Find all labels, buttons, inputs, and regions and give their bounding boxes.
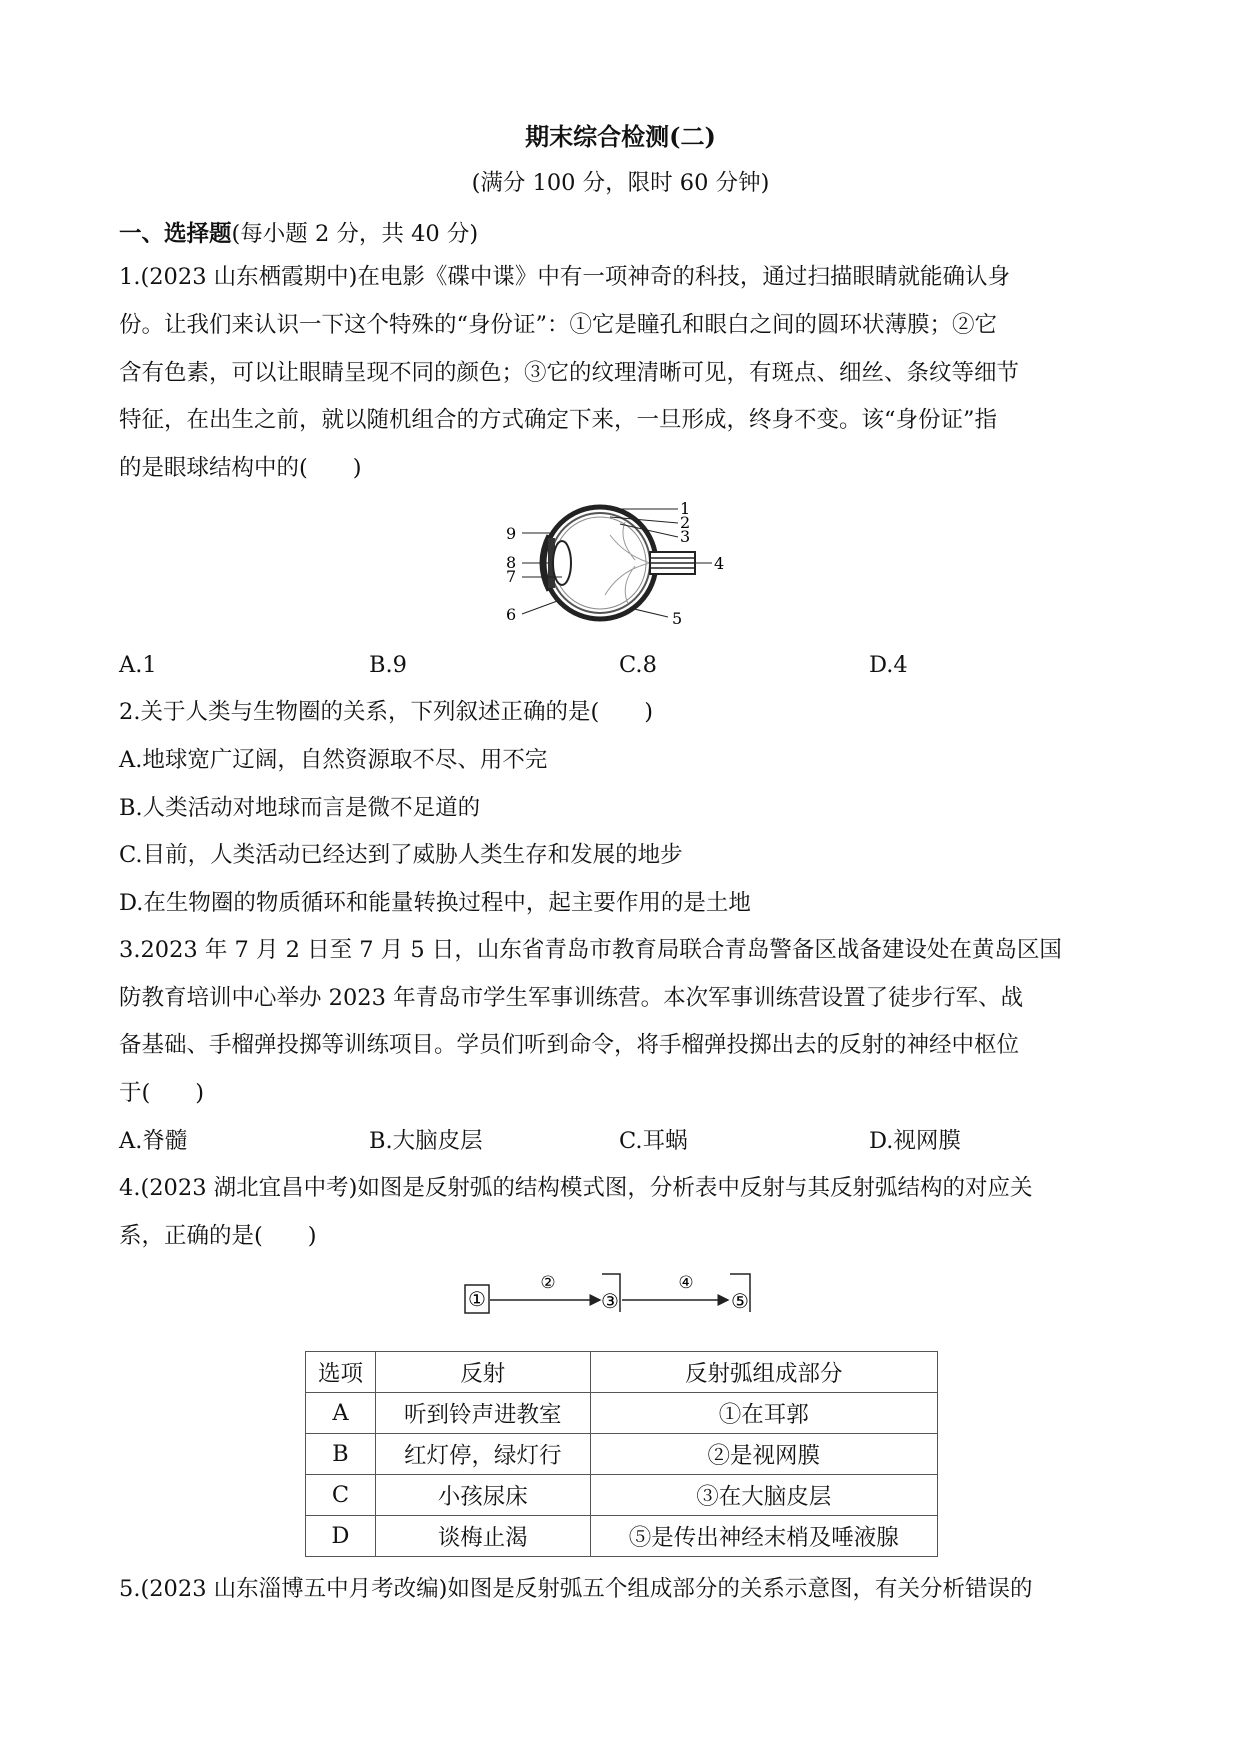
q1-option-b[interactable]: B.9 [369,652,408,678]
table-row [306,1516,938,1557]
q5-line-1: 5.(2023 山东淄博五中月考改编)如图是反射弧五个组成部分的关系示意图，有关分析错误的 [119,1576,1033,1602]
table-cell: 红灯停，绿灯行 [375,1434,590,1475]
table-cell: ①在耳郭 [590,1393,937,1434]
table-cell: B [306,1434,376,1475]
table-header-cell: 反射弧组成部分 [590,1352,937,1393]
q2-option-d[interactable]: D.在生物圈的物质循环和能量转换过程中，起主要作用的是土地 [119,890,751,916]
q2-option-a[interactable]: A.地球宽广辽阔，自然资源取不尽、用不完 [119,747,548,773]
reflex-arrow-4: ④ [678,1273,694,1293]
reflex-arrow-2: ② [540,1273,556,1293]
q3-line-4: 于( ) [119,1080,205,1106]
q1-option-d[interactable]: D.4 [869,652,908,678]
eye-label-9: 9 [506,524,517,543]
reflex-node-1: ① [468,1287,486,1311]
q1-line-5: 的是眼球结构中的( ) [119,455,362,481]
q2-option-c[interactable]: C.目前，人类活动已经达到了威胁人类生存和发展的地步 [119,842,683,868]
eye-label-2: 2 [680,513,691,532]
eye-label-8: 8 [506,553,517,572]
eye-label-6: 6 [506,605,517,624]
table-cell: 听到铃声进教室 [375,1393,590,1434]
eye-label-4: 4 [714,554,725,573]
eye-label-5: 5 [672,609,683,628]
q3-option-b[interactable]: B.大脑皮层 [369,1128,483,1154]
q2-stem: 2.关于人类与生物圈的关系，下列叙述正确的是( ) [119,699,654,725]
table-header-cell: 选项 [306,1352,376,1393]
q1-option-c[interactable]: C.8 [619,652,657,678]
eyeball-diagram [500,500,740,630]
q3-line-3: 备基础、手榴弹投掷等训练项目。学员们听到命令，将手榴弹投掷出去的反射的神经中枢位 [119,1032,1020,1058]
page-title: 期末综合检测(二) [525,122,716,151]
q3-line-1: 3.2023 年 7 月 2 日至 7 月 5 日，山东省青岛市教育局联合青岛警备区战备建设处在黄岛区国 [119,937,1062,963]
table-cell: ②是视网膜 [590,1434,937,1475]
reflex-node-5: ⑤ [731,1289,749,1313]
q1-line-1: 1.(2023 山东栖霞期中)在电影《碟中谍》中有一项神奇的科技，通过扫描眼睛就能确认身 [119,264,1010,290]
eye-blood-vessels [605,522,650,604]
q3-line-2: 防教育培训中心举办 2023 年青岛市学生军事训练营。本次军事训练营设置了徒步行军、战 [119,985,1024,1011]
reflex-node-3: ③ [601,1289,619,1313]
page-subtitle: (满分 100 分，限时 60 分钟) [471,170,770,196]
reflex-arc-diagram [460,1260,780,1320]
q1-line-4: 特征，在出生之前，就以随机组合的方式确定下来，一旦形成，终身不变。该“身份证”指 [119,407,998,433]
section-heading [119,219,478,249]
table-row [306,1434,938,1475]
section-note: (每小题 2 分，共 40 分) [231,221,479,247]
table-header-row [306,1352,938,1393]
q1-line-3: 含有色素，可以让眼睛呈现不同的颜色；③它的纹理清晰可见，有斑点、细丝、条纹等细节 [119,360,1020,386]
table-cell: A [306,1393,376,1434]
table-row [306,1475,938,1516]
q3-option-d[interactable]: D.视网膜 [869,1128,961,1154]
table-cell: D [306,1516,376,1557]
q3-option-c[interactable]: C.耳蜗 [619,1128,688,1154]
table-cell: 小孩尿床 [375,1475,590,1516]
table-cell: ③在大脑皮层 [590,1475,937,1516]
table-header-cell: 反射 [375,1352,590,1393]
section-label: 一、选择题 [119,221,232,247]
eye-lens [553,541,571,585]
reflex-table [305,1351,938,1557]
eye-label-7: 7 [506,567,517,586]
q2-option-b[interactable]: B.人类活动对地球而言是微不足道的 [119,795,481,821]
q4-line-2: 系，正确的是( ) [119,1223,317,1249]
table-cell: C [306,1475,376,1516]
q3-option-a[interactable]: A.脊髓 [119,1128,188,1154]
q1-line-2: 份。让我们来认识一下这个特殊的“身份证”：①它是瞳孔和眼白之间的圆环状薄膜；②它 [119,312,998,338]
table-cell: ⑤是传出神经末梢及唾液腺 [590,1516,937,1557]
eye-label-1: 1 [680,500,691,518]
table-row [306,1393,938,1434]
eye-label-3: 3 [680,527,691,546]
q1-option-a[interactable]: A.1 [119,652,157,678]
table-cell: 谈梅止渴 [375,1516,590,1557]
q4-line-1: 4.(2023 湖北宜昌中考)如图是反射弧的结构模式图，分析表中反射与其反射弧结构的对应关 [119,1175,1033,1201]
